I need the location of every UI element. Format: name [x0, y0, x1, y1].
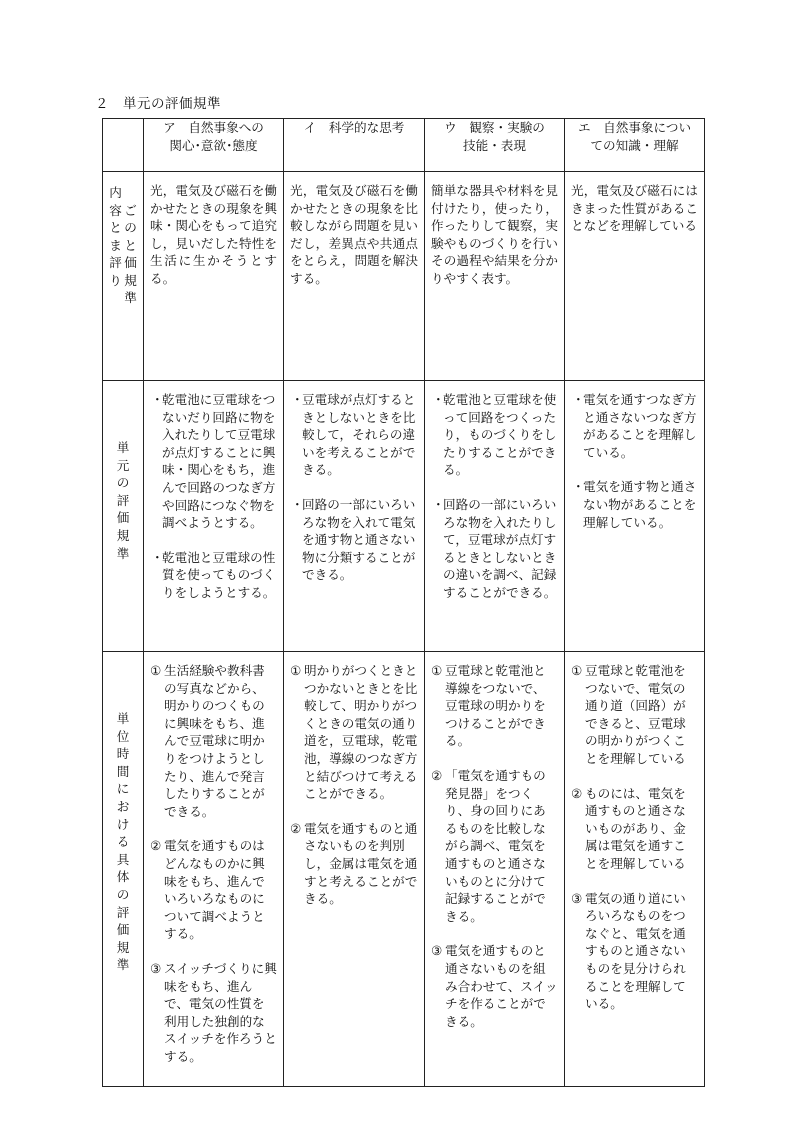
numbered-item-text: 生活経験や教科書の写真などから、明かりのつくものに興味をもち、進んで豆電球に明かりをつけようとしたり、進んで発言したりすることができる。: [164, 663, 265, 819]
numbered-item-text: 電気を通すものと通さないものを判別し，金属は電気を通すと考えることができる。: [304, 820, 418, 907]
cell-body: [565, 381, 704, 552]
row-label-hour: [103, 652, 144, 1087]
cell-content-e: [565, 172, 705, 381]
bullet-mark: ・: [151, 392, 164, 407]
header-line: イ 科学的な思考: [303, 120, 405, 135]
list-item: [290, 391, 418, 479]
cell-content-a: [144, 172, 284, 381]
hour-criteria-row: [103, 652, 705, 1087]
numbered-item: [431, 942, 558, 1030]
cell-body: [144, 652, 283, 1086]
list-item: [290, 496, 418, 584]
header-line: 関心･意欲･態度: [169, 138, 258, 153]
header-chishiki: [565, 119, 705, 172]
list-item-text: 回路の一部にいろいろな物を入れたりして，豆電球が点灯するときとしないときの違いを調べ、記録することができる。: [443, 496, 557, 600]
cell-body: [425, 172, 564, 292]
row-label-char: 単: [116, 440, 130, 455]
cell-body: [565, 652, 704, 1034]
row-label-char: け: [116, 816, 130, 832]
numbered-item-text: 「電気を通すもの発見器」をつくり、身の回りにあるものを比較しながら調べ、電気を通すものと通さないものとに分けて記録することができる。: [445, 767, 546, 924]
row-label-char: の: [116, 475, 130, 491]
row-label-char: ま: [109, 237, 122, 253]
row-label-stack: [103, 652, 143, 974]
header-line: ウ 観察・実験の: [444, 120, 545, 135]
cell-text: 簡単な器具や材料を見付けたり，使ったり，作ったりして観察，実験やものづくりを行いその過程や結果を分かりやすく表す。: [431, 183, 558, 286]
numbered-item: [431, 662, 558, 750]
row-label-char: 評: [116, 492, 130, 508]
row-label-char: 評: [109, 255, 122, 270]
numbered-item: [290, 662, 418, 803]
row-label-char: [108, 289, 123, 307]
row-label-char: と: [109, 220, 122, 235]
circled-number: ①: [290, 663, 302, 678]
row-label-grid: [103, 184, 143, 307]
numbered-item: [571, 785, 698, 873]
bullet-mark: ・: [291, 392, 304, 407]
row-label-char: り: [109, 272, 122, 288]
list-item: [571, 478, 698, 531]
numbered-item-text: 豆電球と乾電池と導線をつないで、豆電球の明かりをつけることができる。: [445, 663, 546, 749]
numbered-item: [431, 767, 558, 925]
cell-unit-a: [144, 381, 284, 652]
numbered-item: [290, 820, 418, 908]
cell-body: [425, 652, 564, 1051]
list-item-text: 乾電池に豆電球をつないだり回路に物を入れたりして豆電球が点灯することに興味・関心をもち，進んで回路のつなぎ方や回路につなぐ物を調べようとする。: [162, 392, 276, 531]
row-label-char: お: [116, 798, 130, 814]
numbered-item-text: 明かりがつくときとつかないときとを比較して、明かりがつくときの電気の通り道を，豆電球，乾電池，導線のつなぎ方と結びつけて考えることができる。: [304, 663, 418, 802]
circled-number: ②: [150, 838, 162, 854]
circled-number: ③: [431, 943, 443, 959]
row-label-char: [123, 184, 138, 202]
row-label-char: 準: [116, 957, 130, 973]
cell-hour-i: [284, 652, 425, 1087]
header-line: ての知識・理解: [590, 138, 679, 153]
bullet-mark: ・: [151, 549, 164, 565]
cell-content-u: [425, 172, 565, 381]
content-criteria-row: [103, 172, 705, 381]
row-label-char: 準: [124, 290, 137, 305]
row-label-char: る: [116, 834, 130, 850]
header-corner: [103, 119, 144, 172]
cell-hour-e: [565, 652, 705, 1087]
cell-unit-e: [565, 381, 705, 652]
numbered-item: [571, 890, 698, 1013]
circled-number: ②: [431, 767, 443, 783]
cell-unit-i: [284, 381, 425, 652]
list-item: [431, 391, 558, 479]
bullet-mark: ・: [572, 392, 585, 407]
numbered-item-text: 豆電球と乾電池をつないで、電気の通り道（回路）ができると、豆電球の明かりがつくことを理解している: [585, 663, 686, 766]
bullet-mark: ・: [572, 479, 585, 495]
row-label-char: 間: [116, 763, 130, 779]
row-label-char: 具: [116, 851, 130, 867]
row-label-char: 規: [116, 527, 130, 543]
circled-number: ②: [571, 785, 583, 801]
list-item-text: 電気を通すつなぎ方と通さないつなぎ方があることを理解している。: [583, 392, 697, 460]
numbered-item-text: ものには、電気を通すものと通さないものがあり、金属は電気を通すことを理解している: [585, 785, 686, 871]
list-item: [150, 391, 277, 532]
row-label-char: の: [124, 220, 137, 235]
list-item-text: 回路の一部にいろいろな物を入れて電気を通す物と通さない物に分類することができる。: [302, 496, 416, 583]
bullet-mark: ・: [432, 392, 445, 407]
header-line: エ 自然事象につい: [577, 120, 692, 135]
row-label-char: 元: [116, 457, 130, 473]
list-item-text: 電気を通す物と通さない物があることを理解している。: [583, 479, 697, 530]
bullet-mark: ・: [432, 496, 445, 512]
row-label-char: 価: [116, 510, 130, 526]
circled-number: ②: [290, 820, 302, 836]
row-label-char: 単: [116, 711, 130, 726]
row-label-char: 規: [116, 939, 130, 955]
header-gino: [425, 119, 565, 172]
numbered-item-text: スイッチづくりに興味をもち、進んで、電気の性質を利用した独創的なスイッチを作ろうとする。: [164, 960, 277, 1064]
numbered-item: [150, 837, 277, 943]
list-item: [150, 549, 277, 602]
cell-hour-u: [425, 652, 565, 1087]
cell-hour-a: [144, 652, 284, 1087]
row-label-char: の: [116, 886, 130, 902]
cell-body: [284, 381, 424, 605]
list-item-text: 乾電池と豆電球の性質を使ってものづくりをしようとする。: [162, 549, 276, 600]
row-label-char: 規: [124, 272, 137, 288]
cell-body: [565, 172, 704, 239]
numbered-item: [571, 662, 698, 768]
circled-number: ③: [571, 890, 583, 906]
row-label-char: と: [124, 237, 137, 253]
list-item: [431, 496, 558, 602]
cell-content-i: [284, 172, 425, 381]
numbered-item: [150, 662, 277, 820]
circled-number: ①: [431, 663, 443, 678]
numbered-item-text: 電気の通り道にいろいろなものをつなぐと、電気を通すものと通さないものを見分けられることを理解している。: [585, 890, 686, 1012]
row-label-content: [103, 172, 144, 381]
bullet-mark: ・: [291, 496, 304, 512]
header-line: ア 自然事象への: [163, 120, 264, 135]
row-label-char: 準: [116, 545, 130, 561]
header-line: 技能・表現: [463, 138, 526, 153]
circled-number: ①: [571, 663, 583, 678]
row-label-unit: [103, 381, 144, 652]
cell-text: 光，電気及び磁石を働かせたときの現象を比較しながら問題を見いだし，差異点や共通点をとらえ，問題を解決する。: [290, 183, 418, 286]
cell-body: [284, 172, 424, 292]
header-row: [103, 119, 705, 172]
row-label-char: 時: [116, 746, 130, 762]
row-label-char: 価: [116, 922, 130, 938]
numbered-item: [150, 960, 277, 1066]
unit-criteria-row: [103, 381, 705, 652]
evaluation-criteria-table: [102, 118, 705, 1087]
row-label-stack: [103, 381, 143, 562]
cell-unit-u: [425, 381, 565, 652]
row-label-char: 位: [116, 728, 130, 744]
row-label-char: 内: [109, 185, 122, 200]
cell-body: [425, 381, 564, 623]
row-label-char: 価: [124, 255, 137, 270]
numbered-item-text: 電気を通すものと通さないものを組み合わせて、スイッチを作ることができる。: [445, 943, 558, 1029]
header-kanshin: [144, 119, 284, 172]
row-label-char: 評: [116, 904, 130, 920]
numbered-item-text: 電気を通すものはどんなものかに興味をもち、進んでいろいろなものについて調べようとする。: [164, 838, 265, 942]
row-label-char: 容: [109, 202, 122, 218]
list-item-text: 豆電球が点灯するときとしないときを比較して，それらの違いを考えることができる。: [302, 392, 416, 478]
list-item: [571, 391, 698, 461]
cell-text: 光，電気及び磁石を働かせたときの現象を興味・関心をもって追究し，見いだした特性を生活に生かそうとする。: [150, 183, 277, 286]
cell-body: [284, 652, 424, 929]
row-label-char: 体: [116, 869, 130, 885]
cell-text: 光，電気及び磁石にはきまった性質があることなどを理解している: [571, 183, 698, 234]
header-shikou: [284, 119, 425, 172]
cell-body: [144, 172, 283, 292]
circled-number: ①: [150, 663, 162, 678]
list-item-text: 乾電池と豆電球を使って回路をつくったり，ものづくりをしたりすることができる。: [443, 392, 557, 478]
row-label-char: に: [116, 781, 130, 797]
circled-number: ③: [150, 960, 162, 976]
page-title: ２ 単元の評価規準: [95, 96, 221, 112]
row-label-char: ご: [124, 202, 137, 218]
cell-body: [144, 381, 283, 623]
